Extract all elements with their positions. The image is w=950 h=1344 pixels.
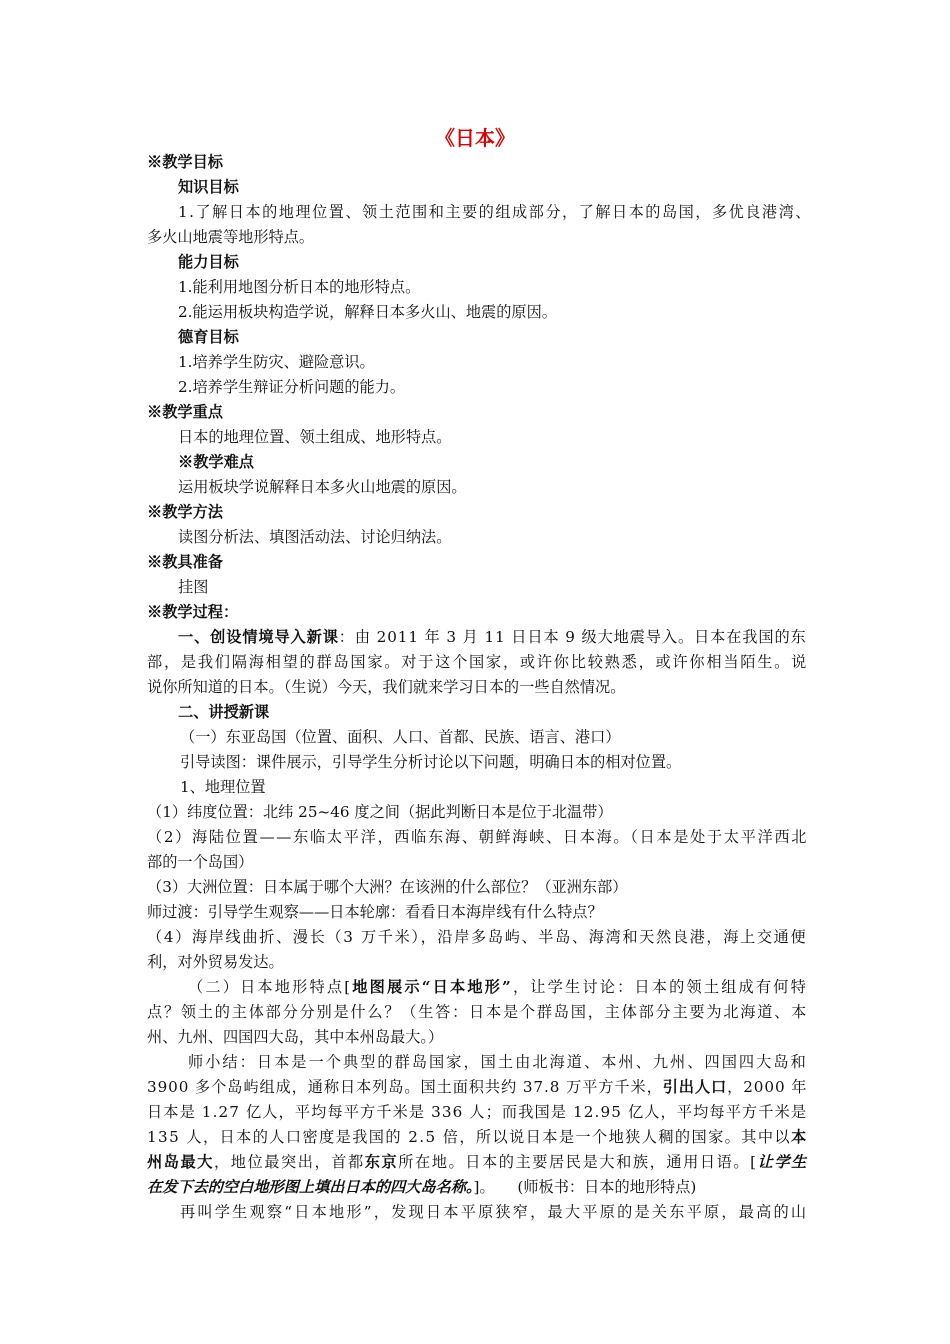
text-segment: 州、九州、四国四大岛，其中本州岛最大。）: [147, 1028, 444, 1046]
text-segment: 师过渡：引导学生观察——日本轮廓：看看日本海岸线有什么特点？: [147, 903, 603, 921]
text-segment: ]。 (师板书：日本的地形特点): [473, 1178, 697, 1196]
text-line: [178, 526, 451, 548]
text-segment: 德育目标: [178, 328, 239, 346]
text-segment: 地图展示“日本地形”: [352, 978, 513, 996]
text-segment: 运用板块学说解释日本多火山地震的原因。: [178, 478, 467, 496]
text-segment: 2.能运用板块构造学说，解释日本多火山、地震的原因。: [178, 303, 557, 321]
text-line: [147, 1126, 808, 1148]
text-segment: ※教学难点: [178, 453, 254, 471]
text-segment: 利，对外贸易发达。: [147, 953, 284, 971]
text-segment: 1.培养学生防灾、避险意识。: [178, 353, 375, 371]
text-segment: 读图分析法、填图活动法、讨论归纳法。: [178, 528, 452, 546]
text-segment: 再叫学生观察“日本地形”，发现日本平原狭窄，最大平原的是关东平原，最高的山: [180, 1203, 809, 1221]
text-segment: 知识目标: [178, 178, 239, 196]
text-segment: 2.培养学生辩证分析问题的能力。: [178, 378, 406, 396]
text-segment: 部，是我们隔海相望的群岛国家。对于这个国家，或许你比较熟悉，或许你相当陌生。说: [147, 653, 809, 671]
text-segment: 1、地理位置: [180, 778, 266, 796]
text-line: [147, 551, 223, 573]
text-segment: 二、讲授新课: [178, 703, 270, 721]
document-title: 《日本》: [435, 126, 515, 150]
text-line: [180, 776, 266, 798]
text-line: [147, 1176, 696, 1198]
text-line: [147, 901, 603, 923]
text-segment: ※教学方法: [147, 503, 223, 521]
text-line: [178, 426, 451, 448]
text-line: [147, 826, 808, 848]
text-segment: ※教学重点: [147, 403, 223, 421]
text-segment: 3900 多个岛屿组成，通称日本列岛。国土面积共约 37.8 万平方千米，: [147, 1078, 663, 1096]
text-segment: 引出人口: [662, 1078, 728, 1096]
text-line: [178, 351, 375, 373]
text-segment: 点？领土的主体部分分别是什么？（生答：日本是个群岛国，主体部分主要为北海道、本: [147, 1003, 809, 1021]
text-line: [147, 1101, 807, 1123]
text-segment: 多火山地震等地形特点。: [147, 228, 315, 246]
text-line: [180, 1201, 808, 1223]
text-line: [178, 276, 420, 298]
text-segment: ，让学生讨论：日本的领土组成有何特: [512, 978, 808, 996]
text-line: [147, 601, 238, 623]
text-segment: （2）海陆位置——东临太平洋，西临东海、朝鲜海峡、日本海。（日本是处于太平洋西北: [147, 828, 809, 846]
text-line: [147, 851, 253, 873]
text-line: [178, 476, 467, 498]
text-segment: ※教具准备: [147, 553, 223, 571]
text-line: [147, 676, 625, 698]
text-segment: 东京: [364, 1153, 399, 1171]
text-line: [178, 201, 812, 223]
text-line: [147, 1001, 808, 1023]
text-segment: 1.能利用地图分析日本的地形特点。: [178, 278, 421, 296]
text-segment: 说你所知道的日本。（生说）今天，我们就来学习日本的一些自然情况。: [147, 678, 626, 696]
text-line: [188, 1051, 808, 1073]
text-segment: （一）东亚岛国（位置、面积、人口、首都、民族、语言、港口）: [180, 728, 621, 746]
text-line: [178, 251, 239, 273]
text-segment: 所在地。日本的主要居民是大和族，通用日语。[: [398, 1153, 758, 1171]
text-segment: （二）日本地形特点[: [188, 978, 353, 996]
text-segment: 日本是 1.27 亿人，平均每平方千米是 336 人；而我国是 12.95 亿人，平均每平方千米是: [147, 1103, 808, 1121]
text-segment: 在发下去的空白地形图上填出日本的四大岛名称。: [147, 1178, 474, 1196]
text-segment: 135 人，日本的人口密度是我国的 2.5 倍，所以说日本是一个地狭人稠的国家。其中以: [147, 1128, 791, 1146]
text-segment: 1.了解日本的地理位置、领土范围和主要的组成部分，了解日本的岛国，多优良港湾、: [178, 203, 812, 221]
text-line: [147, 651, 808, 673]
text-segment: 一、创设情境导入新课: [178, 628, 339, 646]
text-segment: （3）大洲位置：日本属于哪个大洲？在该洲的什么部位？（亚洲东部）: [147, 878, 628, 896]
text-segment: 日本的地理位置、领土组成、地形特点。: [178, 428, 452, 446]
text-line: [147, 1151, 808, 1173]
text-segment: ※教学过程：: [147, 603, 239, 621]
text-segment: 本: [790, 1128, 808, 1146]
text-line: [147, 876, 627, 898]
text-segment: （4）海岸线曲折、漫长（3 万千米），沿岸多岛屿、半岛、海湾和天然良港，海上交通便: [147, 928, 808, 946]
text-line: [147, 401, 223, 423]
text-segment: ：由 2011 年 3 月 11 日日本 9 级大地震导入。日本在我国的东: [338, 628, 807, 646]
text-line: [188, 976, 808, 998]
text-segment: 能力目标: [178, 253, 239, 271]
text-segment: 引导读图：课件展示，引导学生分析讨论以下问题，明确日本的相对位置。: [180, 753, 682, 771]
text-line: [178, 301, 557, 323]
text-segment: ，地位最突出，首都: [214, 1153, 365, 1171]
text-segment: 师小结：日本是一个典型的群岛国家，国土由北海道、本州、九州、四国四大岛和: [188, 1053, 808, 1071]
text-segment: 挂图: [178, 578, 209, 596]
text-segment: ，2000 年: [727, 1078, 808, 1096]
text-line: [178, 626, 807, 648]
text-line: [178, 326, 239, 348]
text-line: [147, 926, 807, 948]
text-line: [178, 451, 254, 473]
text-line: [178, 576, 208, 598]
text-line: [147, 226, 314, 248]
text-segment: ※教学目标: [147, 153, 223, 171]
text-line: [147, 1076, 807, 1098]
text-segment: （1）纬度位置：北纬 25~46 度之间（据此判断日本是位于北温带）: [147, 803, 613, 821]
text-line: [178, 701, 269, 723]
text-line: [178, 176, 239, 198]
text-line: [180, 726, 620, 748]
text-line: [147, 151, 223, 173]
text-segment: 让学生: [757, 1153, 808, 1171]
text-line: [178, 376, 405, 398]
text-line: [180, 751, 681, 773]
text-line: [147, 1026, 443, 1048]
text-line: [147, 801, 613, 823]
text-line: [147, 951, 284, 973]
text-segment: 州岛最大: [147, 1153, 215, 1171]
text-segment: 部的一个岛国）: [147, 853, 254, 871]
text-line: [147, 501, 223, 523]
